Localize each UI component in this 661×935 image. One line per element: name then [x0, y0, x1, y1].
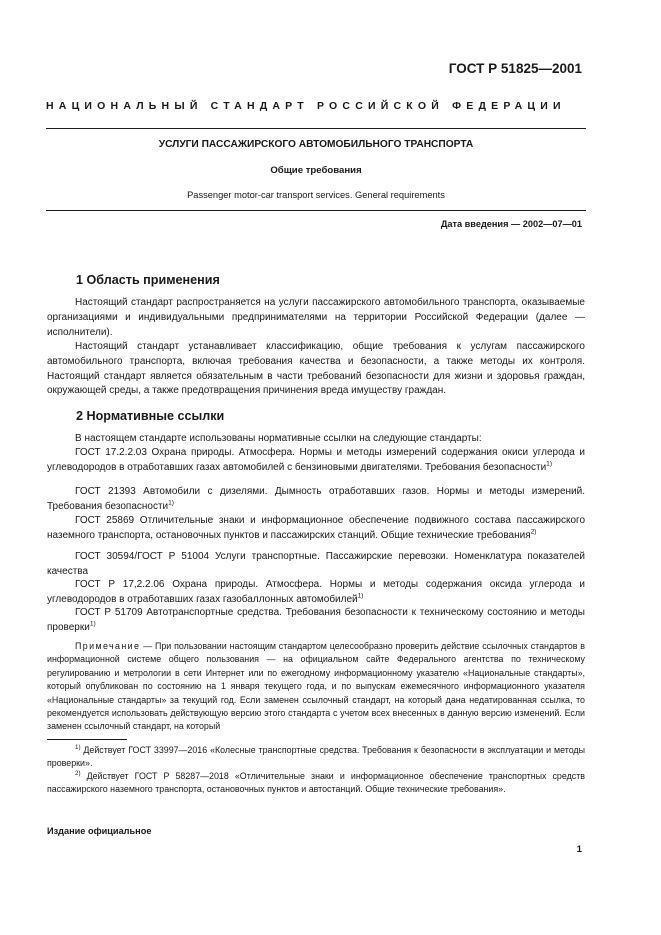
top-divider	[46, 128, 586, 129]
introduction-date: Дата введения — 2002—07—01	[440, 219, 582, 229]
references-intro: В настоящем стандарте использованы нормативные ссылки на следующие стандарты:	[75, 433, 482, 444]
reference-item: ГОСТ 21393 Автомобили с дизелями. Дымность отработавших газов. Нормы и методы измерений. Требования безопасности$^{1)}$	[47, 486, 585, 512]
page-number: 1	[576, 844, 582, 855]
official-edition-label: Издание официальное	[47, 826, 152, 836]
gost-code: ГОСТ Р 51825—2001	[448, 61, 582, 76]
reference-item: ГОСТ 30594/ГОСТ Р 51004 Услуги транспортные. Пассажирские перевозки. Номенклатура показателей качества	[47, 551, 585, 577]
footnote-2: $^{2)}$ Действует ГОСТ Р 58287—2018 «Отличительные знаки и информационное обеспечение транспортных средств пассажирского наземного транспорта, остановочных пунктов и автостанций. Общие технические требования».	[47, 770, 585, 795]
document-title: УСЛУГИ ПАССАЖИРСКОГО АВТОМОБИЛЬНОГО ТРАНСПОРТА	[158, 139, 474, 150]
section-1-heading: 1 Область применения	[76, 273, 220, 287]
note-label: Примечание	[75, 641, 141, 651]
reference-item: ГОСТ Р 51709 Автотранспортные средства. Требования безопасности к техническому состоянию и методы проверки$^{1)}$	[47, 607, 585, 633]
reference-item: ГОСТ 25869 Отличительные знаки и информационное обеспечение подвижного состава пассажирского наземного транспорта, остановочных пунктов и пассажирских станций. Общие технические требования$^{2)}$	[47, 515, 585, 541]
title-divider	[46, 210, 586, 211]
reference-item: ГОСТ Р 17,2.2.06 Охрана природы. Атмосфера. Нормы и методы содержания оксида углерода и углеводородов в отработавших газах газобаллонных автомобилей$^{1)}$	[47, 579, 585, 605]
section-1-paragraph-2: Настоящий стандарт устанавливает классификацию, общие требования к услугам пассажирского автомобильного транспорта, включая требования качества и безопасности, а также методы их контроля. Настоящий стандарт является обязательным в части требований безопасности для жизни и здоровья граждан, окружающей среды, а также предотвращения причинения вреда имуществу граждан.	[47, 341, 585, 397]
reference-item: ГОСТ 17.2.2.03 Охрана природы. Атмосфера. Нормы и методы измерений содержания окиси углерода и углеводородов в отработавших газах автомобилей с бензиновыми двигателями. Требования безопасности$^{1)}$	[47, 447, 585, 473]
references-note: Примечание — При пользовании настоящим стандартом целесообразно проверить действие ссылочных стандартов в информационной системе общего пользования — на официальном сайте Федерального агентства по техническому регулированию и метрологии в сети Интернет или по ежегодному информационному указателю «Национальные стандарты», который опубликован по состоянию на 1 января текущего года, и по выпускам ежемесячного информационного указателя «Национальные стандарты» за текущий год. Если заменен ссылочный стандарт, на который дана недатированная ссылка, то рекомендуется использовать действующую версию этого стандарта с учетом всех внесенных в данную версию изменений. Если заменен ссылочный стандарт, на который	[47, 641, 585, 732]
footnote-1: $^{1)}$ Действует ГОСТ 33997—2016 «Колесные транспортные средства. Требования к безопасности в эксплуатации и методы проверки».	[47, 744, 585, 769]
national-standard-heading: НАЦИОНАЛЬНЫЙ СТАНДАРТ РОССИЙСКОЙ ФЕДЕРАЦИИ	[46, 100, 566, 112]
section-2-heading: 2 Нормативные ссылки	[76, 409, 225, 423]
section-1-paragraph-1: Настоящий стандарт распространяется на услуги пассажирского автомобильного транспорта, оказываемые организациями и индивидуальными предпринимателями на территории Российской Федерации (далее — исполнители).	[47, 297, 585, 338]
english-title: Passenger motor-car transport services. General requirements	[187, 190, 445, 200]
footnote-divider	[47, 739, 127, 740]
document-subtitle: Общие требования	[270, 165, 362, 176]
